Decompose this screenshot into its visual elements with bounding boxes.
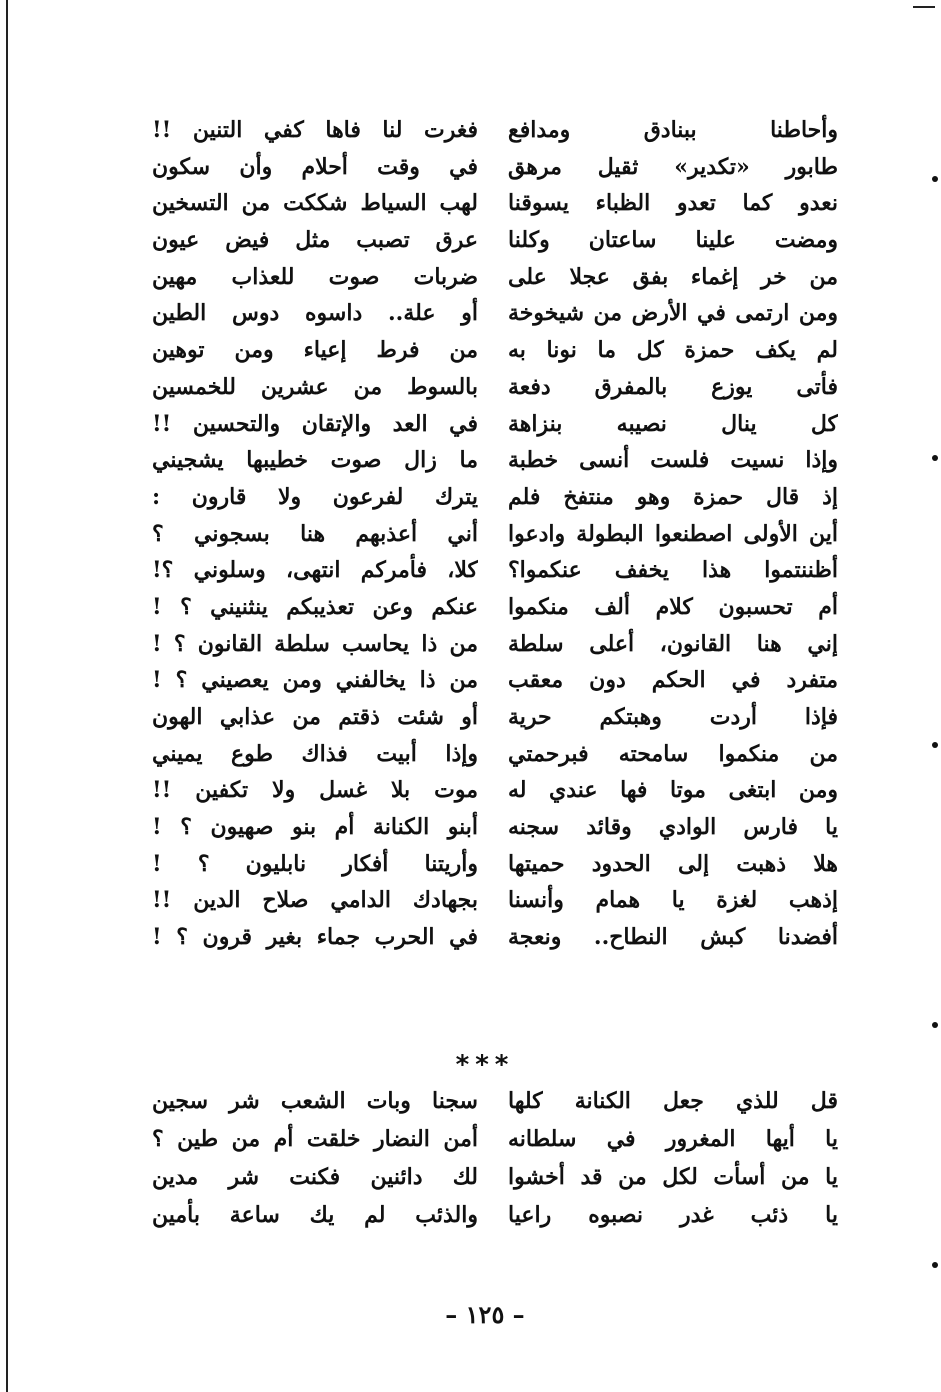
- verse-line: من خر إغماء بفق عجلا على: [508, 263, 838, 290]
- poem2-second-hemistich-column: [152, 1082, 478, 1234]
- page-edge-line: [6, 0, 8, 1392]
- corner-mark: [913, 6, 935, 8]
- verse-line: أبنو الكنانة أم بنو صهيون ؟ !: [152, 814, 478, 841]
- verse-line: أمن النضار خلقت أم من طين ؟: [152, 1126, 478, 1152]
- verse-line: أم تحسبون كلام ألف منكموا: [508, 593, 838, 620]
- verse-line: في العد والإتقان والتحسين !!: [152, 410, 478, 437]
- verse-line: بالسوط من عشرين للخمسين: [152, 373, 478, 400]
- verse-line: ما زال صوت خطيبها يشجيني: [152, 447, 478, 474]
- verse-line: أو شئت ذقتم من عذابي الهون: [152, 704, 478, 730]
- poem-second-hemistich-column: [152, 112, 478, 956]
- margin-dot: [932, 1022, 938, 1028]
- verse-line: إني هنا القانون، أعلى سلطة: [508, 630, 838, 657]
- verse-line: عرق تصبب مثل فيض عيون: [152, 227, 478, 254]
- poem2-first-hemistich-column: [508, 1082, 838, 1234]
- verse-line: فإذا أردت وهبتكم حرية: [508, 704, 838, 730]
- verse-line: لم يكف حمزة كل ما نونا به: [508, 337, 838, 364]
- verse-line: أظننتموا هذا يخفف عنكموا؟: [508, 557, 838, 584]
- verse-line: لك دائنين فكنت شر مدين: [152, 1164, 478, 1190]
- verse-line: ومن ارتمى في الأرض من شيخوخة: [508, 300, 838, 327]
- verse-line: يا أيها المغرور في سلطانه: [508, 1126, 838, 1152]
- verse-line: أو علة.. داسوه دوس الطين: [152, 300, 478, 327]
- verse-line: أفضدنا كبش النطاح.. ونعجة: [508, 924, 838, 951]
- verse-line: والذئب لم يك ساعة بأمين: [152, 1202, 478, 1228]
- verse-line: في الحرب جماء بغير قرون ؟ !: [152, 924, 478, 951]
- verse-line: وأحاطنا ببنادق ومدافع: [508, 117, 838, 143]
- verse-line: كل ينال نصيبه بنزاهة: [508, 410, 838, 437]
- verse-line: من ذا يحاسب سلطة القانون ؟ !: [152, 630, 478, 657]
- verse-line: فغرت لنا فاها كفي التنين !!: [152, 117, 478, 143]
- verse-line: أني أعذبهم هنا بسجوني ؟: [152, 520, 478, 547]
- verse-line: عنكم وعن تعذيبكم ينثنيني ؟ !: [152, 593, 478, 620]
- verse-line: ضربات صوت للعذاب مهين: [152, 263, 478, 290]
- margin-dot: [932, 742, 938, 748]
- verse-line: في وقت أحلام وأن سكون: [152, 153, 478, 180]
- verse-line: بجهادك الدامي صلاح الدين !!: [152, 887, 478, 914]
- verse-line: من فرط إعياء ومن توهين: [152, 337, 478, 364]
- verse-line: يا ذئب غدر نصبوه راعيا: [508, 1202, 838, 1228]
- verse-line: موت بلا غسل ولا تكفين !!: [152, 777, 478, 804]
- margin-dot: [932, 455, 938, 461]
- verse-line: يترك لفرعون ولا قارون :: [152, 483, 478, 510]
- verse-line: وإذا أبيت فذاك طوع يميني: [152, 740, 478, 767]
- page-number: – ١٢٥ –: [445, 1300, 525, 1329]
- verse-line: طابور «تكدير» ثقيل مرهق: [508, 153, 838, 180]
- verse-line: إذ قال حمزة وهو منتفخ فلم: [508, 483, 838, 510]
- margin-dot: [932, 176, 938, 182]
- verse-line: من منكموا سامحته فبرحمتي: [508, 740, 838, 767]
- verse-line: ومضت علينا ساعتان وكلنا: [508, 227, 838, 254]
- verse-line: وأريتنا أفكار نابليون ؟ !: [152, 850, 478, 877]
- verse-line: فأتى يوزع بالمفرق دفعة: [508, 373, 838, 400]
- verse-line: يا من أسأت لكل من قد أخشوا: [508, 1164, 838, 1190]
- verse-line: ومن ابتغى موتا فها عندي له: [508, 777, 838, 804]
- verse-line: متفرد في الحكم دون معقب: [508, 667, 838, 694]
- verse-line: يا فارس الوادي وقائد سجنه: [508, 814, 838, 841]
- verse-line: قل للذي جعل الكنانة كلها: [508, 1088, 838, 1114]
- verse-line: لهب السياط شككت من التسخين: [152, 190, 478, 217]
- verse-line: نعدو كما تعدو الظباء يسوقنا: [508, 190, 838, 217]
- verse-line: كلا، فأمركم انتهى، وسلوني ؟!: [152, 557, 478, 584]
- section-separator: ***: [455, 1050, 515, 1080]
- poem-first-hemistich-column: [508, 112, 838, 956]
- verse-line: سجنا وبات الشعب شر سجين: [152, 1088, 478, 1114]
- verse-line: إذهب لغزة يا همام وأنسنا: [508, 887, 838, 914]
- verse-line: هلا ذهبت إلى الحدود حميتها: [508, 850, 838, 877]
- verse-line: وإذا نسيت فلست أنسى خطبة: [508, 447, 838, 474]
- margin-dot: [932, 1262, 938, 1268]
- verse-line: من ذا يخالفني ومن يعصيني ؟ !: [152, 667, 478, 694]
- verse-line: أين الأولى اصطنعوا البطولة وادعوا: [508, 520, 838, 547]
